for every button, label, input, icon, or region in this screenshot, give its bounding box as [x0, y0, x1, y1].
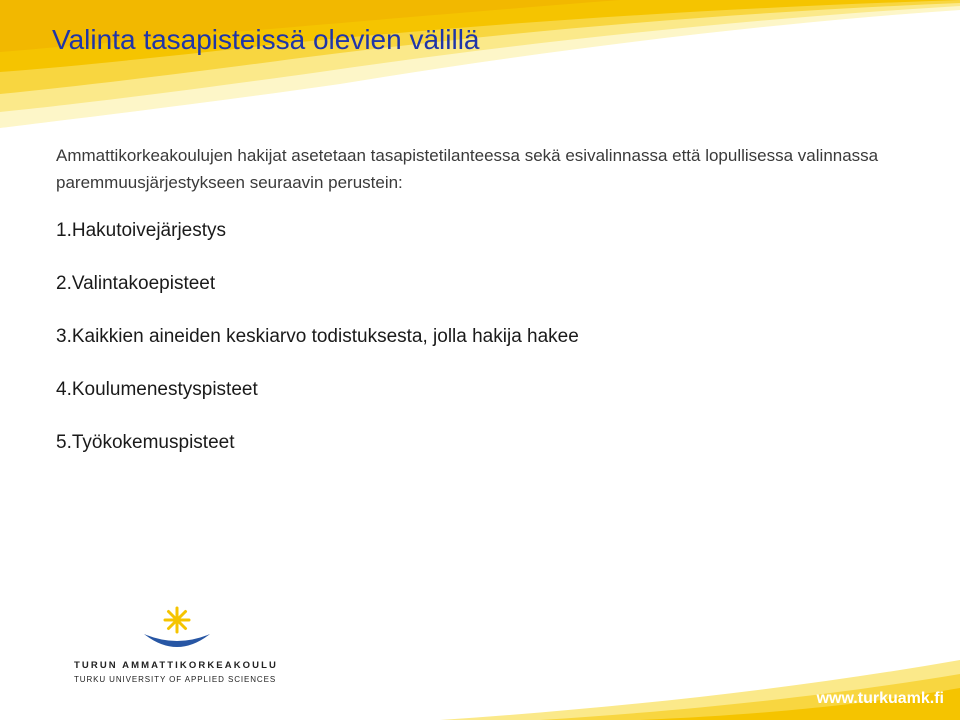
- header-swoosh: [0, 0, 960, 140]
- criterion-item: 1.Hakutoivejärjestys: [56, 220, 227, 241]
- logo-name-english: TURKU UNIVERSITY OF APPLIED SCIENCES: [74, 675, 277, 684]
- criterion-item: 3.Kaikkien aineiden keskiarvo todistuksesta, jolla hakija hakee: [56, 326, 579, 347]
- tiebreak-criteria-list: [56, 219, 916, 455]
- footer-website-link[interactable]: www.turkuamk.fi: [816, 690, 944, 707]
- slide-title: Valinta tasapisteissä olevien välillä: [52, 24, 480, 55]
- intro-paragraph: Ammattikorkeakoulujen hakijat asetetaan tasapistetilanteessa sekä esivalinnassa että lopullisessa valinnassa paremmuusjärjestykseen seuraavin perustein:: [56, 146, 879, 192]
- star-over-arc-icon: [142, 604, 212, 656]
- criterion-item: 2.Valintakoepisteet: [56, 273, 216, 294]
- criterion-item: 5.Työkokemuspisteet: [56, 432, 235, 453]
- criterion-item: 4.Koulumenestyspisteet: [56, 379, 258, 400]
- slide-body: [56, 142, 916, 484]
- logo-name-finnish: TURUN AMMATTIKORKEAKOULU: [74, 660, 278, 671]
